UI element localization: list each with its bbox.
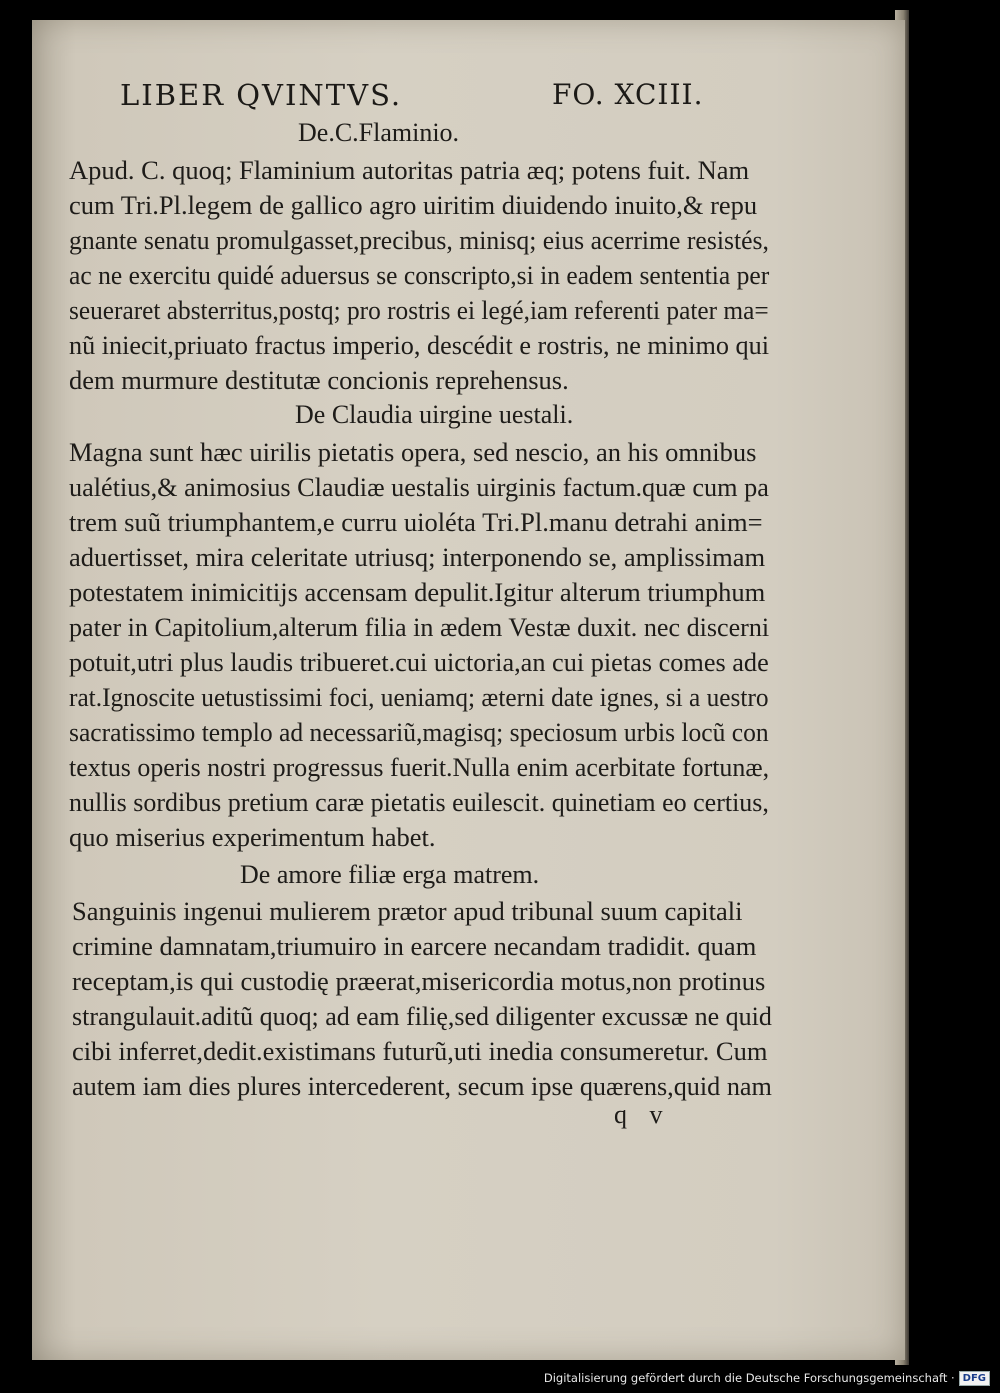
section-heading-claudia: De Claudia uirgine uestali. xyxy=(295,400,574,429)
text-line: textus operis nostri progressus fuerit.Nulla enim acerbitate fortunæ, xyxy=(69,752,770,782)
text-line: pater in Capitolium,alterum filia in ædem Vestæ duxit. nec discerni xyxy=(69,612,770,642)
text-line: Apud. C. quoq; Flaminium autoritas patria æq; potens fuit. Nam xyxy=(69,155,750,185)
text-line: receptam,is qui custodię præerat,misericordia motus,non protinus xyxy=(72,966,766,996)
text-line: crimine damnatam,triumuiro in earcere necandam tradidit. quam xyxy=(72,931,757,961)
text-line: trem suũ triumphantem,e curru uioléta Tri.Pl.manu detrahi anim= xyxy=(69,507,763,537)
text-line: cibi inferret,dedit.existimans futurũ,uti inedia consumeretur. Cum xyxy=(72,1036,768,1066)
text-line: ac ne exercitu quidé aduersus se conscripto,si in eadem sententia per xyxy=(69,260,770,290)
digitization-footer xyxy=(544,1369,990,1387)
text-line: Magna sunt hæc uirilis pietatis opera, sed nescio, an his omnibus xyxy=(69,437,757,467)
text-line: Sanguinis ingenui mulierem prætor apud tribunal suum capitali xyxy=(72,896,743,926)
text-line: gnante senatu promulgasset,precibus, minisq; eius acerrime resistés, xyxy=(69,225,769,255)
text-line: rat.Ignoscite uetustissimi foci, ueniamq; æterni date ignes, si a uestro xyxy=(69,682,769,712)
text-line: potuit,utri plus laudis tribueret.cui uictoria,an cui pietas comes ade xyxy=(69,647,769,677)
signature-mark: q v xyxy=(614,1100,671,1129)
folio-number: FO. XCIII. xyxy=(552,78,704,111)
text-line: seueraret absterritus,postq; pro rostris ei legé,iam referenti pater ma= xyxy=(69,295,769,325)
text-line: sacratissimo templo ad necessariũ,magisq; speciosum urbis locũ con xyxy=(69,717,769,747)
book-page xyxy=(32,20,905,1360)
page-header xyxy=(32,78,905,118)
text-line: nullis sordibus pretium caræ pietatis euilescit. quinetiam eo certius, xyxy=(69,787,769,817)
text-line: nũ iniecit,priuato fractus imperio, descédit e rostris, ne minimo qui xyxy=(69,330,769,360)
running-title: LIBER QVINTVS. xyxy=(120,78,403,112)
footer-credit-text: Digitalisierung gefördert durch die Deutsche Forschungsgemeinschaft · xyxy=(543,1371,955,1385)
section-heading-filia: De amore filiæ erga matrem. xyxy=(240,860,540,889)
dfg-logo: DFG xyxy=(959,1371,990,1386)
text-line: aduertisset, mira celeritate utriusq; interponendo se, amplissimam xyxy=(69,542,766,572)
text-line: strangulauit.aditũ quoq; ad eam filię,sed diligenter excussæ ne quid xyxy=(72,1001,772,1031)
section-heading-flaminius: De.C.Flaminio. xyxy=(298,118,460,147)
text-line: dem murmure destitutæ concionis reprehensus. xyxy=(69,365,569,395)
text-line: quo miserius experimentum habet. xyxy=(69,822,436,852)
text-line: ualétius,& animosius Claudiæ uestalis uirginis factum.quæ cum pa xyxy=(69,472,769,502)
text-line: potestatem inimicitijs accensam depulit.Igitur alterum triumphum xyxy=(69,577,766,607)
text-line: autem iam dies plures intercederent, secum ipse quærens,quid nam xyxy=(72,1071,772,1101)
text-line: cum Tri.Pl.legem de gallico agro uiritim diuidendo inuito,& repu xyxy=(69,190,758,220)
